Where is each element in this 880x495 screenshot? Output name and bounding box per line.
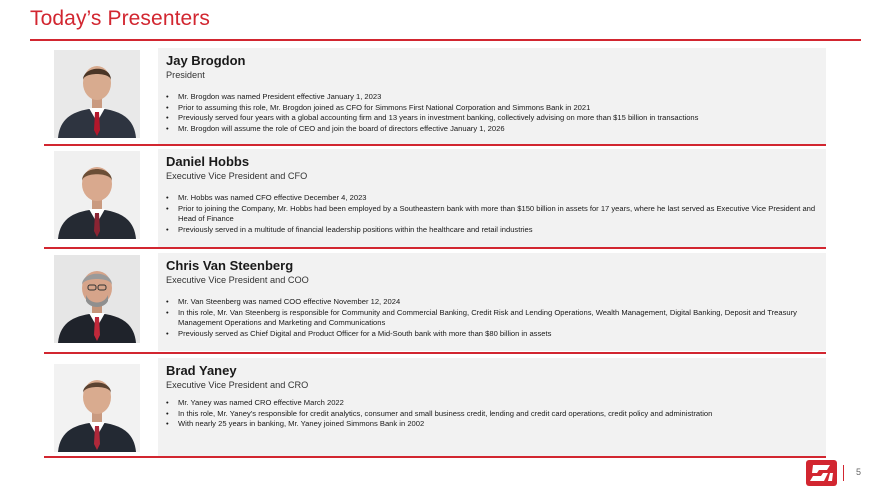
bullet-item: • Previously served as Chief Digital and Product Officer for a Mid-South bank with more than $80 billion in assets — [166, 329, 820, 340]
presenter-card — [44, 48, 826, 144]
presenter-role: President — [166, 70, 205, 80]
presenter-info-panel — [158, 253, 826, 351]
bullet-item: • In this role, Mr. Van Steenberg is responsible for Community and Commercial Banking, Credit Risk and Lending Operations, Wealth Management, Digital Banking, Deposit and Treasury Management Operations and Marketing and Communications — [166, 308, 820, 329]
presenter-photo — [54, 151, 140, 239]
person-portrait-icon — [54, 151, 140, 239]
bullet-item: • Prior to joining the Company, Mr. Hobbs had been employed by a Southeastern bank with more than $150 billion in assets for 17 years, where he last served as Executive Vice President and Head of Finance — [166, 204, 820, 225]
row-divider — [44, 144, 826, 146]
presenter-info-panel — [158, 149, 826, 247]
presenter-bullets — [166, 92, 820, 134]
presenter-role: Executive Vice President and CFO — [166, 171, 308, 181]
presenter-info-panel — [158, 48, 826, 144]
bullet-item: • Prior to assuming this role, Mr. Brogdon joined as CFO for Simmons First National Corporation and Simmons Bank in 2021 — [166, 103, 820, 114]
presenter-photo — [54, 364, 140, 452]
bullet-item: • Mr. Yaney was named CRO effective March 2022 — [166, 398, 820, 409]
person-portrait-icon — [54, 50, 140, 138]
bullet-item: • Previously served in a multitude of financial leadership positions within the healthcare and retail industries — [166, 225, 820, 236]
presenter-bullets — [166, 193, 820, 235]
person-portrait-icon — [54, 255, 140, 343]
bullet-item: • Mr. Van Steenberg was named COO effective November 12, 2024 — [166, 297, 820, 308]
simmons-logo-icon — [806, 460, 837, 486]
presenter-name: Chris Van Steenberg — [166, 258, 294, 273]
bullet-item: • With nearly 25 years in banking, Mr. Yaney joined Simmons Bank in 2002 — [166, 419, 820, 430]
page-title: Today’s Presenters — [30, 7, 211, 30]
row-divider — [44, 247, 826, 249]
person-portrait-icon — [54, 364, 140, 452]
presenter-card — [44, 253, 826, 351]
bullet-item: • Mr. Brogdon will assume the role of CEO and join the board of directors effective January 1, 2026 — [166, 124, 820, 135]
bullet-item: • Previously served four years with a global accounting firm and 13 years in investment banking, collectively advising on more than $15 billion in transactions — [166, 113, 820, 124]
bullet-item: • Mr. Hobbs was named CFO effective December 4, 2023 — [166, 193, 820, 204]
presenter-photo — [54, 255, 140, 343]
presenter-role: Executive Vice President and COO — [166, 275, 309, 285]
presenter-card — [44, 358, 826, 456]
bullet-item: • Mr. Brogdon was named President effective January 1, 2023 — [166, 92, 820, 103]
row-divider — [44, 456, 826, 458]
footer-separator — [843, 465, 844, 481]
row-divider — [44, 352, 826, 354]
presenter-card — [44, 149, 826, 247]
company-logo — [806, 460, 837, 486]
presenter-name: Brad Yaney — [166, 363, 237, 378]
presenter-name: Daniel Hobbs — [166, 154, 250, 169]
presenter-photo — [54, 50, 140, 138]
bullet-item: • In this role, Mr. Yaney’s responsible for credit analytics, consumer and small business credit, lending and credit card operations, credit policy and administration — [166, 409, 820, 420]
title-divider — [30, 39, 861, 41]
presenter-name: Jay Brogdon — [166, 53, 246, 68]
presenter-bullets — [166, 297, 820, 339]
page-number: 5 — [856, 467, 862, 477]
presenter-bullets — [166, 398, 820, 430]
presenter-role: Executive Vice President and CRO — [166, 380, 309, 390]
presenter-info-panel — [158, 358, 826, 456]
